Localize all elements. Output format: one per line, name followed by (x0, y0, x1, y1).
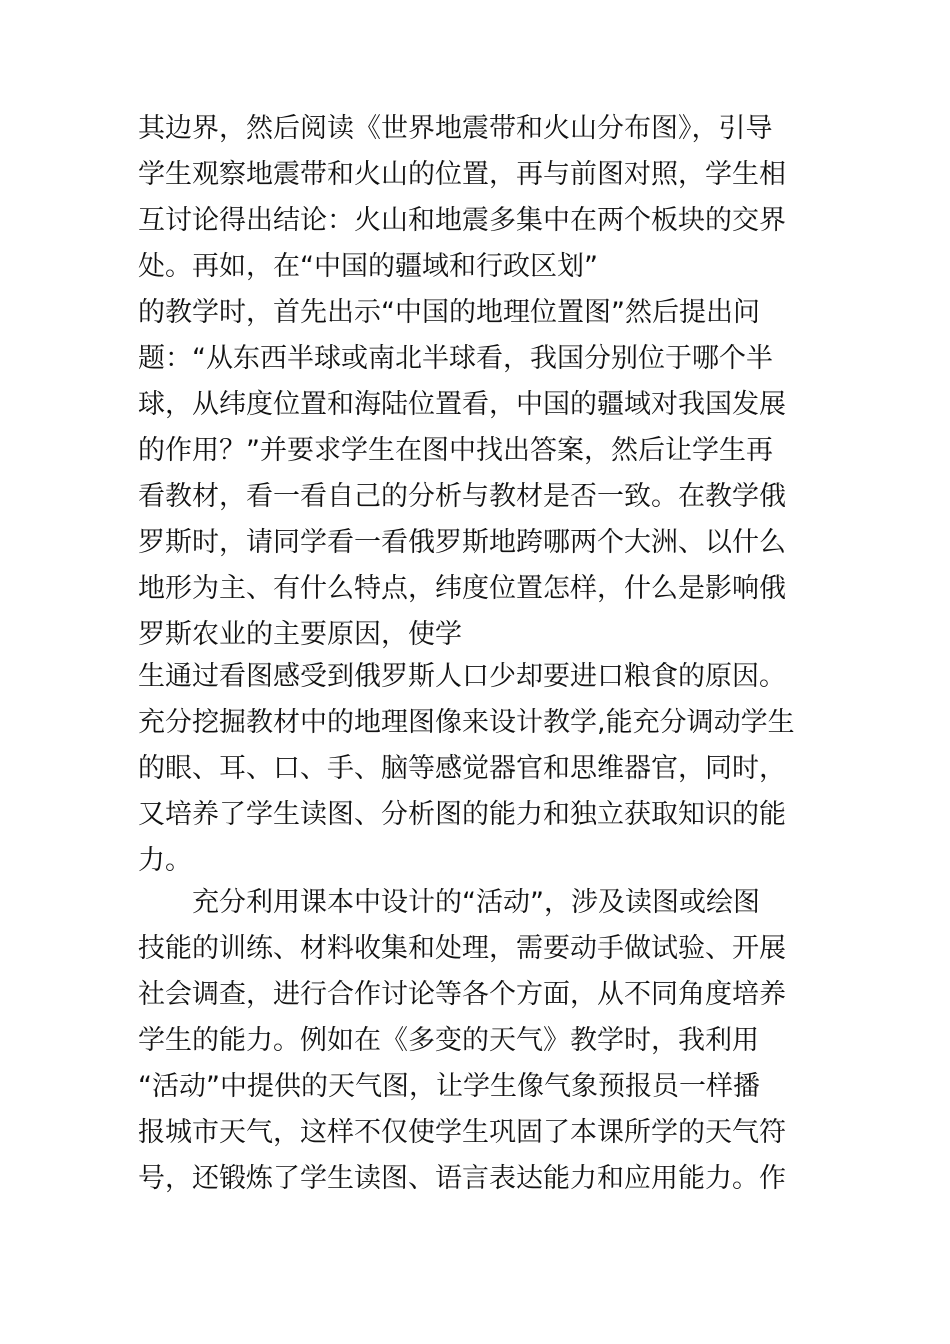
text-line: 学生观察地震带和火山的位置，再与前图对照，学生相 (138, 159, 786, 190)
text-line: 地形为主、有什么特点，纬度位置怎样，什么是影响俄 (138, 573, 786, 604)
text-line: 罗斯时，请同学看一看俄罗斯地跨哪两个大洲、以什么 (138, 527, 786, 558)
text-line: 的眼、耳、口、手、脑等感觉器官和思维器官，同时， (138, 753, 786, 784)
text-line: 学生的能力。例如在《多变的天气》教学时，我利用 (138, 1025, 759, 1056)
text-line: 生通过看图感受到俄罗斯人口少却要进口粮食的原因。 (138, 661, 786, 692)
text-line: 题：“从东西半球或南北半球看，我国分别位于哪个半 (138, 343, 773, 374)
text-line: 罗斯农业的主要原因，使学 (138, 619, 462, 650)
text-line: 处。再如，在“中国的疆域和行政区划” (138, 251, 598, 282)
text-line: 力。 (138, 845, 192, 876)
text-line: 互讨论得出结论：火山和地震多集中在两个板块的交界 (138, 205, 786, 236)
text-line: 社会调查，进行合作讨论等各个方面，从不同角度培养 (138, 979, 786, 1010)
text-line: 又培养了学生读图、分析图的能力和独立获取知识的能 (138, 799, 786, 830)
text-line: 号，还锻炼了学生读图、语言表达能力和应用能力。作 (138, 1163, 786, 1194)
text-line: 充分挖掘教材中的地理图像来设计教学,能充分调动学生 (138, 707, 795, 738)
text-line: 的教学时，首先出示“中国的地理位置图”然后提出问 (138, 297, 760, 328)
text-line: “活动”中提供的天气图，让学生像气象预报员一样播 (138, 1071, 760, 1102)
text-line: 看教材，看一看自己的分析与教材是否一致。在教学俄 (138, 481, 786, 512)
text-line: 球，从纬度位置和海陆位置看，中国的疆域对我国发展 (138, 389, 786, 420)
paragraph-first-line: 充分利用课本中设计的“活动”，涉及读图或绘图 (192, 887, 760, 918)
text-line: 技能的训练、材料收集和处理，需要动手做试验、开展 (138, 933, 786, 964)
text-line: 报城市天气，这样不仅使学生巩固了本课所学的天气符 (138, 1117, 786, 1148)
text-line: 的作用？”并要求学生在图中找出答案，然后让学生再 (138, 435, 773, 466)
text-line: 其边界，然后阅读《世界地震带和火山分布图》，引导 (138, 113, 773, 144)
